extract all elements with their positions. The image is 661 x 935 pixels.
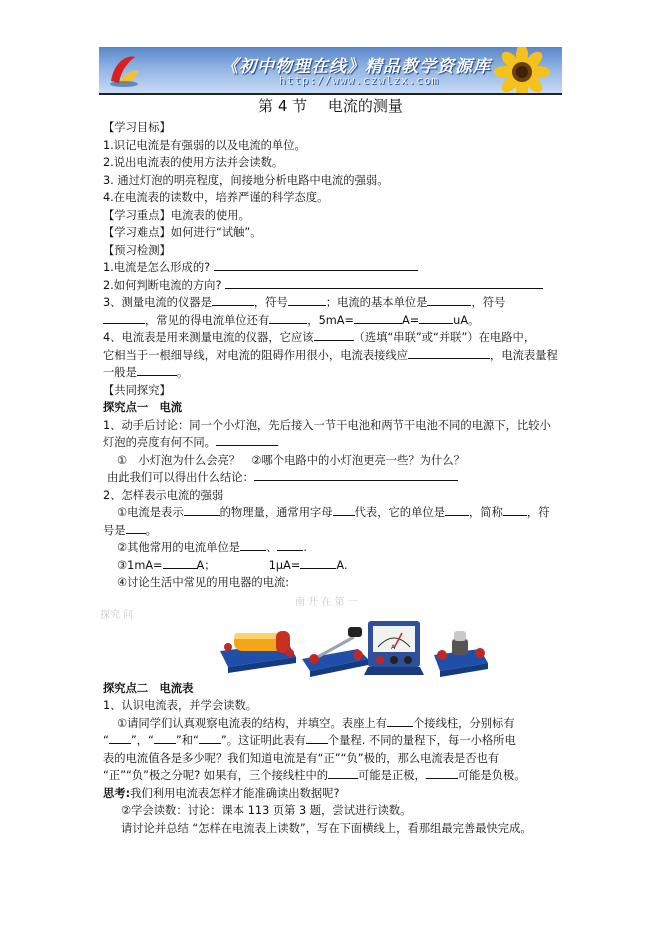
answer-blank[interactable] (288, 294, 326, 306)
question-text: 个量程. 不同的量程下，每一小格所电 (327, 734, 516, 747)
answer-blank[interactable] (328, 767, 358, 779)
question-text: ，符号 (471, 296, 506, 309)
question-text: 一般是 (103, 366, 137, 379)
question-text: ③1mA= (117, 558, 163, 572)
question-text: 。 (145, 523, 157, 537)
key-point-line (103, 207, 562, 225)
preview-q4 (103, 329, 562, 347)
ghost-text: 探究 问 (100, 610, 134, 621)
question-text: ，5mA= (307, 313, 354, 327)
question-text: 个接线柱，分别标有 (412, 716, 515, 730)
banner-url[interactable]: http://www.czwlzx.com (279, 74, 440, 87)
answer-blank[interactable] (306, 732, 328, 744)
question-text: ，电流表量程 (490, 348, 558, 362)
answer-blank[interactable] (225, 277, 543, 289)
question-text: 可能是负极。 (457, 769, 526, 782)
question-text: 。 (176, 366, 189, 379)
answer-blank[interactable] (216, 434, 278, 446)
key-point-text: 电流表的使用。 (170, 208, 250, 222)
explore-label: 【共同探究】 (103, 383, 171, 397)
question-text: 、 (266, 541, 278, 554)
question-text: ”，“ (130, 734, 154, 747)
answer-blank[interactable] (387, 715, 413, 727)
answer-blank[interactable] (109, 732, 131, 744)
question-text: （选填“串联”或“并联”）在电路中， (353, 331, 536, 344)
question-text: 灯泡的亮度有何不同。 (103, 436, 216, 449)
p1-item-2: 2、怎样表示电流的强弱 (103, 488, 224, 502)
question-text: uA。 (453, 313, 480, 327)
think-line (103, 785, 562, 803)
answer-blank[interactable] (354, 312, 402, 324)
answer-blank[interactable] (154, 732, 176, 744)
question-text: 可能是正极， (358, 769, 426, 782)
objective-item: 4.在电流表的读数中，培养严谨的科学态度。 (103, 191, 329, 204)
question-text: 3、测量电流的仪器是 (103, 296, 212, 309)
question-text: ，常见的得电流单位还有 (145, 313, 270, 327)
question-text: 代表，它的单位是 (354, 506, 445, 519)
answer-blank[interactable] (184, 504, 220, 516)
question-text: ；电流的基本单位是 (325, 296, 428, 309)
apparatus-illustration (218, 613, 490, 683)
answer-blank[interactable] (212, 294, 254, 306)
answer-blank[interactable] (199, 732, 221, 744)
preview-q4-end (103, 364, 562, 382)
answer-blank[interactable] (427, 294, 471, 306)
answer-blank[interactable] (314, 329, 354, 341)
p1-item-2a (103, 504, 562, 522)
answer-blank[interactable] (503, 504, 527, 516)
p1-conclusion (103, 469, 562, 487)
answer-blank[interactable] (240, 539, 266, 551)
p2-item-1d (103, 767, 562, 785)
p1-item-2c (103, 557, 562, 575)
key-point-label: 【学习重点】 (103, 208, 171, 222)
objective-item: 3. 通过灯泡的明亮程度，间接地分析电路中电流的强弱。 (103, 173, 389, 187)
sunflower-icon (482, 47, 560, 93)
question-text: ，简称 (469, 506, 503, 519)
difficulty-text: 如何进行“试触”。 (170, 226, 262, 239)
question-text: A； (196, 558, 216, 572)
answer-blank[interactable] (214, 259, 418, 271)
question-text: 它相当于一根细导线，对电流的阻碍作用很小，电流表接线应 (103, 348, 409, 362)
answer-blank[interactable] (269, 312, 307, 324)
question-text: ①电流是表示 (117, 506, 184, 519)
p2-item-2: ②学会读数：讨论：课本 113 页第 3 题，尝试进行读数。 (121, 804, 412, 817)
section-number: 第 4 节 (258, 97, 308, 115)
objective-item: 2.说出电流表的使用方法并会读数。 (103, 156, 284, 169)
answer-blank[interactable] (333, 504, 355, 516)
p1-questions: ① 小灯泡为什么会亮？ ②哪个电路中的小灯泡更亮一些？为什么？ (117, 453, 465, 467)
ghost-text: 南 开 在 第 一 (295, 597, 358, 608)
ammeter-icon (364, 621, 424, 675)
explore-point-1: 探究点一 电流 (103, 401, 183, 414)
question-text: “ (103, 734, 109, 747)
lamp-holder-icon (434, 631, 488, 677)
answer-blank[interactable] (103, 312, 145, 324)
question-text: 1.电流是怎么形成的? (103, 261, 211, 274)
preview-q3-cont (103, 312, 562, 330)
think-text: 我们利用电流表怎样才能准确读出数据呢? (130, 786, 340, 800)
question-text: ”。这证明此表有 (220, 734, 306, 747)
answer-blank[interactable] (254, 469, 458, 481)
svg-text:A: A (391, 644, 396, 651)
page-title (0, 95, 661, 116)
p1-item-1-cont (103, 434, 562, 452)
question-text: 由此我们可以得出什么结论： (107, 471, 254, 484)
header-banner (99, 47, 562, 93)
site-logo-icon (105, 51, 143, 89)
objective-item: 1.识记电流是有强弱的以及电流的单位。 (103, 138, 306, 152)
question-text: A= (401, 313, 420, 327)
preview-q3 (103, 294, 562, 312)
p2-item-1c: 表的电流值各是多少呢？我们知道电流是有“正”“负”极的，那么电流表是否也有 (103, 751, 500, 765)
answer-blank[interactable] (277, 539, 303, 551)
p2-item-1a (103, 715, 562, 733)
question-text: ①请同学们认真观察电流表的结构，并填空。表座上有 (117, 716, 387, 730)
answer-blank[interactable] (137, 364, 177, 376)
question-text: ，符号 (253, 296, 288, 309)
answer-blank[interactable] (426, 767, 458, 779)
switch-icon (302, 627, 368, 677)
question-text: 4、电流表是用来测量电流的仪器，它应该 (103, 331, 314, 344)
question-text: A. (336, 558, 348, 572)
answer-blank[interactable] (300, 557, 336, 569)
difficulty-line (103, 224, 562, 242)
preview-label: 【预习检测】 (103, 243, 171, 257)
think-label: 思考: (103, 786, 131, 800)
answer-blank[interactable] (163, 557, 197, 569)
objectives-label: 【学习目标】 (103, 121, 171, 134)
question-text: ②其他常用的电流单位是 (117, 541, 241, 554)
p1-item-2d: ④讨论生活中常见的用电器的电流: (117, 576, 290, 589)
question-text: 号是 (103, 523, 126, 537)
battery-icon (220, 631, 296, 673)
section-name: 电流的测量 (327, 97, 403, 115)
question-text: 的物理量，通常用字母 (219, 506, 333, 519)
difficulty-label: 【学习难点】 (103, 226, 171, 239)
question-text: ”和“ (175, 734, 199, 747)
question-text: 1μA= (268, 558, 301, 572)
p2-item-3: 请讨论并总结 “怎样在电流表上读数”，写在下面横线上，看那组最完善最快完成。 (121, 821, 532, 835)
answer-blank[interactable] (408, 347, 490, 359)
explore-point-2: 探究点二 电流表 (103, 681, 194, 695)
answer-blank[interactable] (419, 312, 453, 324)
p1-item-1: 1、动手后讨论：同一个小灯泡，先后接入一节干电池和两节干电池不同的电源下，比较小 (103, 418, 551, 432)
banner-title: 《初中物理在线》精品教学资源库 (221, 57, 491, 77)
preview-q1 (103, 259, 562, 277)
preview-q4-cont (103, 347, 562, 365)
p2-item-1b (103, 732, 562, 750)
question-text: 2.如何判断电流的方向? (103, 278, 222, 292)
p1-item-2b (103, 539, 562, 557)
question-text: “正”“负”极之分呢? 如果有，三个接线柱中的 (103, 769, 329, 782)
preview-q2 (103, 277, 562, 295)
answer-blank[interactable] (126, 522, 146, 534)
question-text: ，符 (526, 506, 550, 519)
question-text: . (303, 541, 308, 554)
p1-item-2a-cont (103, 522, 562, 540)
p2-item-1: 1、认识电流表，并学会读数。 (103, 699, 258, 712)
worksheet-body (103, 119, 562, 837)
answer-blank[interactable] (445, 504, 469, 516)
